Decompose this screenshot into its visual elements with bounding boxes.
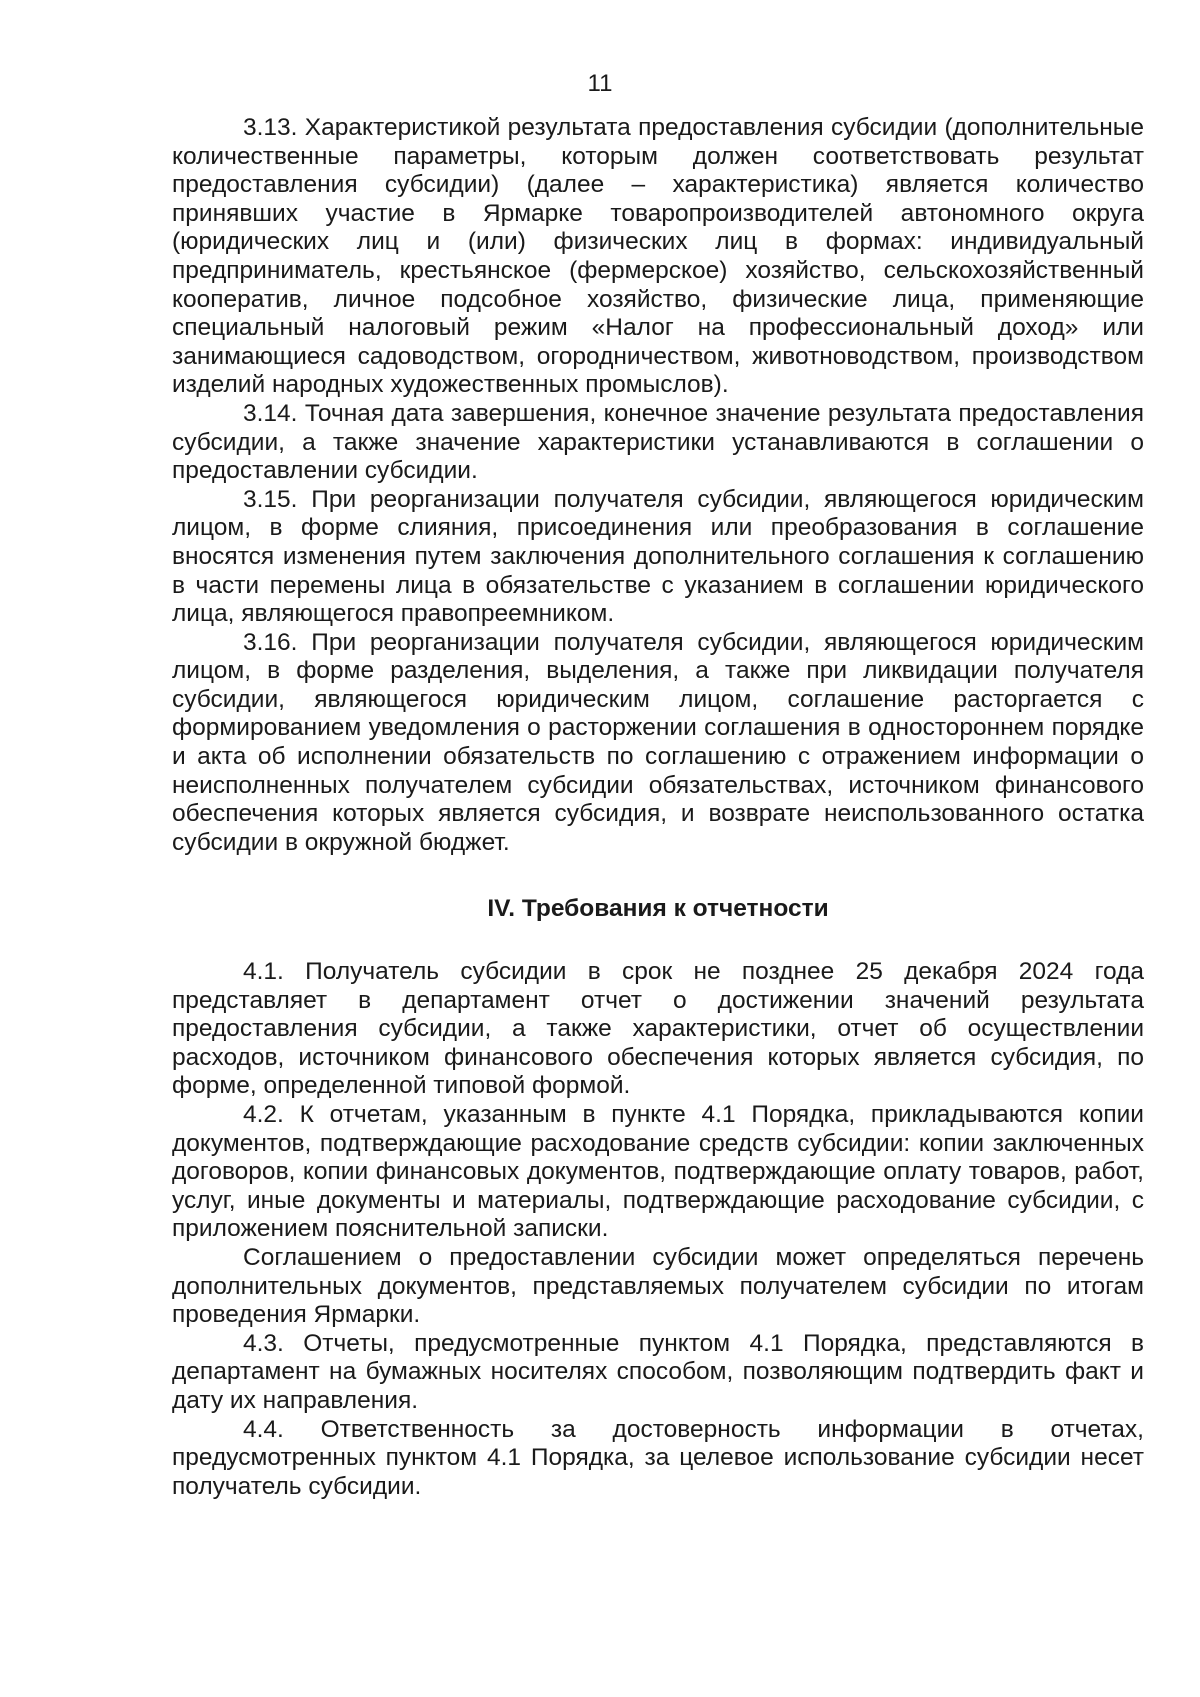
section-heading: IV. Требования к отчетности	[487, 895, 829, 923]
paragraph-4-2: 4.2. К отчетам, указанным в пункте 4.1 Порядка, прикладываются копии документов, подтверждающие расходование средств субсидии: копии заключенных договоров, копии финансовых документов, подтверждающие оплату товаров, работ, услуг, иные документы и материалы, подтверждающие расходование субсидии, с приложением пояснительной записки.	[172, 1101, 1144, 1243]
paragraph-4-1: 4.1. Получатель субсидии в срок не позднее 25 декабря 2024 года представляет в департамент отчет о достижении значений результата предоставления субсидии, а также характеристики, отчет об осуществлении расходов, источником финансового обеспечения которых является субсидия, по форме, определенной типовой формой.	[172, 958, 1144, 1100]
document-body	[172, 114, 1144, 1501]
paragraph-3-16: 3.16. При реорганизации получателя субсидии, являющегося юридическим лицом, в форме разделения, выделения, а также при ликвидации получателя субсидии, являющегося юридическим лицом, соглашение расторгается с формированием уведомления о расторжении соглашения в одностороннем порядке и акта об исполнении обязательств по соглашению с отражением информации о неисполненных получателем субсидии обязательствах, источником финансового обеспечения которых является субсидия, и возврате неиспользованного остатка субсидии в окружной бюджет.	[172, 628, 1144, 856]
paragraph-3-13: 3.13. Характеристикой результата предоставления субсидии (дополнительные количественные параметры, которым должен соответствовать результат предоставления субсидии) (далее – характеристика) является количество принявших участие в Ярмарке товаропроизводителей автономного округа (юридических лиц и (или) физических лиц в формах: индивидуальный предприниматель, крестьянское (фермерское) хозяйство, сельскохозяйственный кооператив, личное подсобное хозяйство, физические лица, применяющие специальный налоговый режим «Налог на профессиональный доход» или занимающиеся садоводством, огородничеством, животноводством, производством изделий народных художественных промыслов).	[172, 114, 1144, 399]
paragraph-3-15: 3.15. При реорганизации получателя субсидии, являющегося юридическим лицом, в форме слияния, присоединения или преобразования в соглашение вносятся изменения путем заключения дополнительного соглашения к соглашению в части перемены лица в обязательстве с указанием в соглашении юридического лица, являющегося правопреемником.	[172, 485, 1144, 628]
page-number: 11	[587, 70, 613, 97]
paragraph-4-4: 4.4. Ответственность за достоверность информации в отчетах, предусмотренных пунктом 4.1 Порядка, за целевое использование субсидии несет получатель субсидии.	[172, 1415, 1144, 1500]
paragraph-4-3: 4.3. Отчеты, предусмотренные пунктом 4.1 Порядка, представляются в департамент на бумажных носителях способом, позволяющим подтвердить факт и дату их направления.	[172, 1329, 1144, 1414]
paragraph-4-2-continuation: Соглашением о предоставлении субсидии может определяться перечень дополнительных документов, представляемых получателем субсидии по итогам проведения Ярмарки.	[172, 1243, 1144, 1329]
paragraph-3-14: 3.14. Точная дата завершения, конечное значение результата предоставления субсидии, а также значение характеристики устанавливаются в соглашении о предоставлении субсидии.	[172, 399, 1144, 485]
